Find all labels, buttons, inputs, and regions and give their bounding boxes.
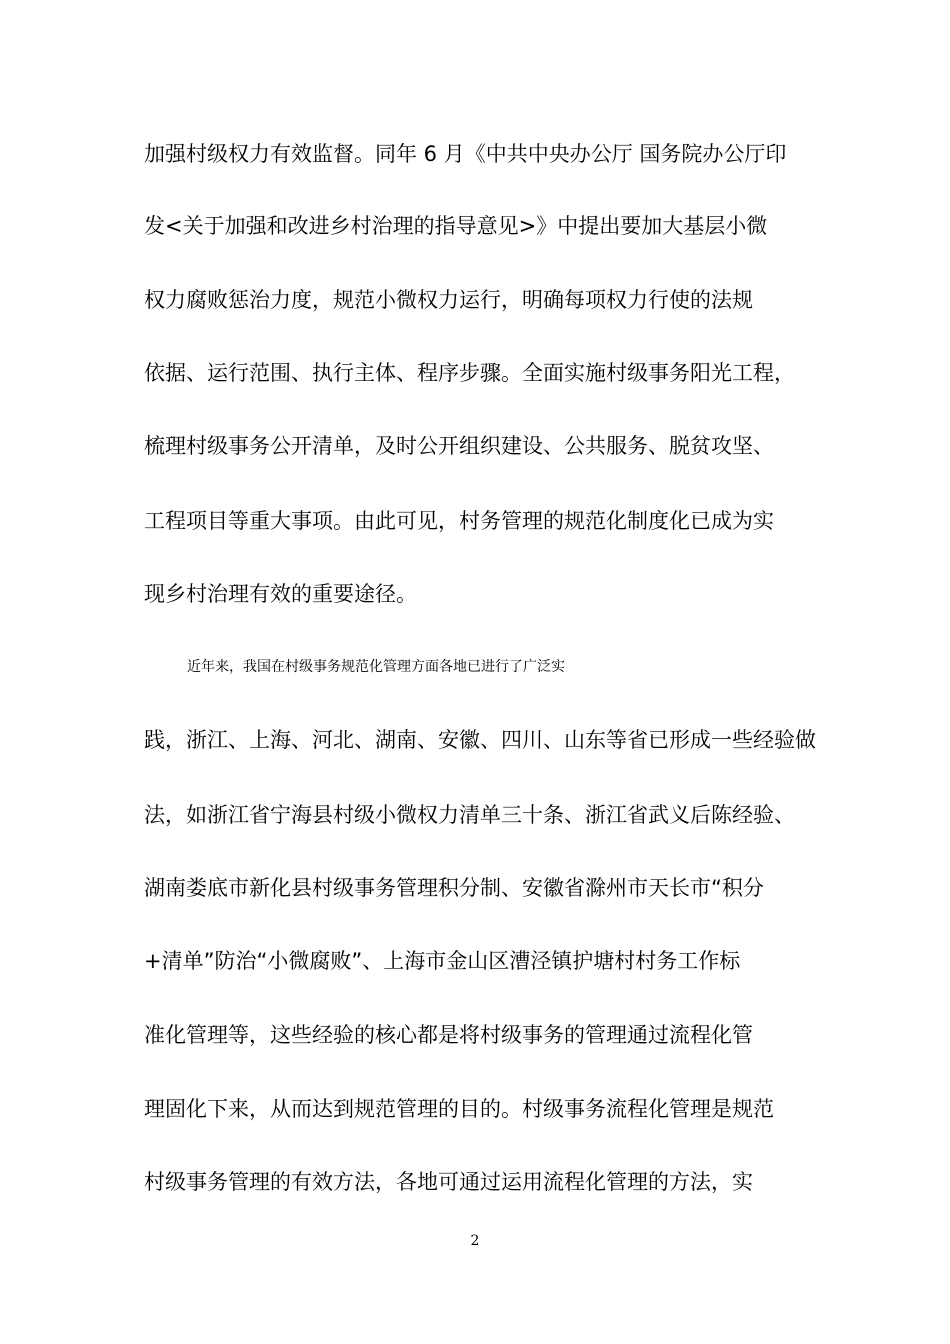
paragraph-1-line-4: 依据、运行范围、执行主体、程序步骤。全面实施村级事务阳光工程， (144, 361, 795, 385)
paragraph-2-line-3: 法，如浙江省宁海县村级小微权力清单三十条、浙江省武义后陈经验、 (144, 803, 795, 827)
paragraph-1-line-5: 梳理村级事务公开清单，及时公开组织建设、公共服务、脱贫攻坚、 (144, 434, 774, 458)
paragraph-2-line-2: 践，浙江、上海、河北、湖南、安徽、四川、山东等省已形成一些经验做 (144, 728, 816, 752)
paragraph-1-line-6: 工程项目等重大事项。由此可见，村务管理的规范化制度化已成为实 (144, 509, 774, 533)
paragraph-2-line-8: 村级事务管理的有效方法，各地可通过运用流程化管理的方法，实 (144, 1170, 753, 1194)
paragraph-2-line-5: +清单”防治“小微腐败”、上海市金山区漕泾镇护塘村村务工作标 (144, 949, 741, 973)
page-number: 2 (470, 1233, 480, 1249)
paragraph-2-line-1: 近年来，我国在村级事务规范化管理方面各地已进行了广泛实 (187, 659, 565, 675)
paragraph-2-line-4: 湖南娄底市新化县村级事务管理积分制、安徽省滁州市天长市“积分 (144, 876, 764, 900)
paragraph-1-line-1: 加强村级权力有效监督。同年 6 月《中共中央办公厅 国务院办公厅印 (144, 142, 787, 166)
paragraph-1-line-2: 发<关于加强和改进乡村治理的指导意见>》中提出要加大基层小微 (144, 214, 768, 238)
paragraph-2-line-6: 准化管理等，这些经验的核心都是将村级事务的管理通过流程化管 (144, 1023, 753, 1047)
paragraph-2-line-7: 理固化下来，从而达到规范管理的目的。村级事务流程化管理是规范 (144, 1097, 774, 1121)
paragraph-1-line-7: 现乡村治理有效的重要途径。 (144, 582, 417, 606)
paragraph-1-line-3: 权力腐败惩治力度，规范小微权力运行，明确每项权力行使的法规 (144, 288, 753, 312)
